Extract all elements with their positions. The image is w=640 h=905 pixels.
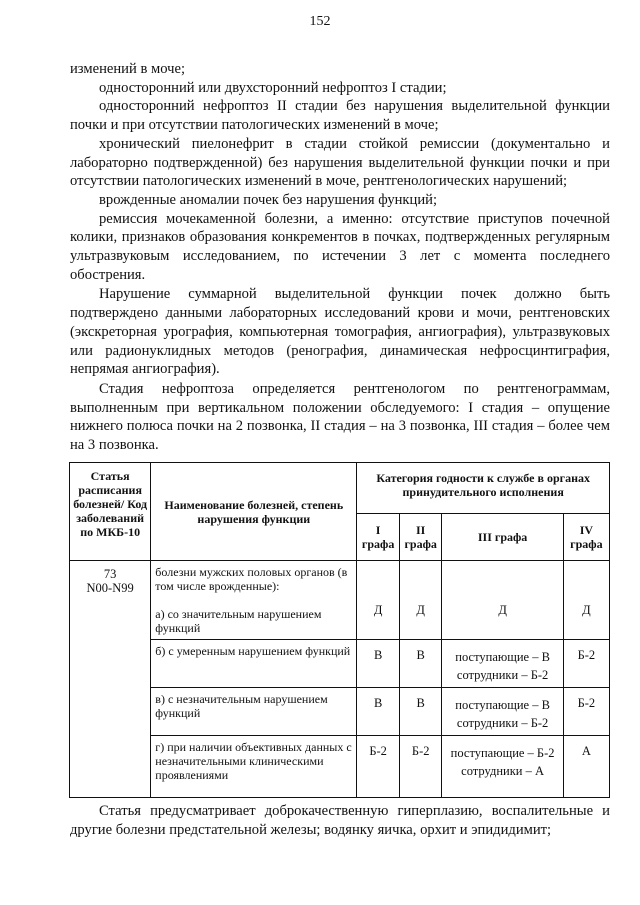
grade-cell <box>442 640 563 688</box>
header-column-2: II графа <box>399 514 442 561</box>
grade-line: сотрудники – А <box>461 764 544 778</box>
grade-cell: Д <box>399 561 442 640</box>
table-row <box>70 736 610 798</box>
grade-cell <box>442 736 563 798</box>
grade-line: поступающие – В <box>455 698 550 712</box>
grade-line: поступающие – В <box>455 650 550 664</box>
table-row <box>70 561 610 640</box>
disease-degree: в) с незначительным нарушением функций <box>151 688 357 736</box>
paragraph: Нарушение суммарной выделительной функции почек должно быть подтверждено данными лабораторных исследований крови и мочи, рентгеновских (экскреторная урография, компьютерная томография, ангиография), ультразвуковых или радионуклидных методов (ренография, динамическая нефросцинтиграфия, непрямая ангиография). <box>70 286 610 378</box>
paragraph: врожденные аномалии почек без нарушения функций; <box>99 191 437 208</box>
grade-cell <box>442 688 563 736</box>
header-column-3: III графа <box>442 514 563 561</box>
disease-group-intro: болезни мужских половых органов (в том числе врожденные): <box>155 565 348 593</box>
grade-cell: Д <box>357 561 400 640</box>
article-cell <box>70 561 151 798</box>
grade-cell: В <box>399 640 442 688</box>
grade-cell: В <box>357 640 400 688</box>
paragraph: односторонний нефроптоз II стадии без нарушения выделительной функции почки и при отсутствии патологических изменений в моче; <box>70 98 610 134</box>
disease-degree: а) со значительным нарушением функций <box>155 607 322 635</box>
main-text <box>70 60 610 455</box>
header-disease-name: Наименование болезней, степень нарушения функции <box>151 463 357 561</box>
paragraph: Стадия нефроптоза определяется рентгенологом по рентгенограммам, выполненным при вертикальном положении обследуемого: I стадия – опущение нижнего полюса почки на 2 позвонка, II стадия – на 3 позвонка, III стадия – более чем на 3 позвонка. <box>70 380 610 454</box>
grade-cell: Б-2 <box>563 640 609 688</box>
grade-cell: Д <box>442 561 563 640</box>
paragraph: односторонний или двухсторонний нефроптоз I стадии; <box>99 79 447 96</box>
article-code: N00-N99 <box>86 581 134 595</box>
grade-cell: А <box>563 736 609 798</box>
grade-cell: В <box>399 688 442 736</box>
table-row <box>70 688 610 736</box>
paragraph: Статья предусматривает доброкачественную гиперплазию, воспалительные и другие болезни предстательной железы; водянку яичка, орхит и эпидидимит; <box>70 803 610 838</box>
grade-cell: Б-2 <box>399 736 442 798</box>
paragraph: хронический пиелонефрит в стадии стойкой ремиссии (документально и лабораторно подтвержденной) без нарушения выделительной функции почки и при отсутствии патологических изменений в моче, рентгенологических нарушений; <box>70 135 610 190</box>
disease-degree: г) при наличии объективных данных с незначительными клиническими проявлениями <box>151 736 357 798</box>
disease-name-cell <box>151 561 357 640</box>
page-number: 152 <box>309 14 331 29</box>
paragraph: ремиссия мочекаменной болезни, а именно: отсутствие приступов почечной колики, признаков образования конкрементов в почках, подтвержденных регулярным ультразвуковым исследованием, по истечении 3 лет с момента последнего обострения. <box>70 210 610 283</box>
fitness-category-table <box>69 462 610 798</box>
grade-cell: Д <box>563 561 609 640</box>
header-column-4: IV графа <box>563 514 609 561</box>
grade-line: сотрудники – Б-2 <box>456 668 549 682</box>
article-number: 73 <box>103 567 117 581</box>
closing-text <box>70 802 610 839</box>
header-article-code: Статья расписания болезней/ Код заболеваний по МКБ-10 <box>70 463 151 561</box>
header-column-1: I графа <box>357 514 400 561</box>
grade-cell: Б-2 <box>357 736 400 798</box>
paragraph: изменений в моче; <box>70 61 186 77</box>
grade-line: поступающие – Б-2 <box>450 746 555 760</box>
grade-cell: В <box>357 688 400 736</box>
grade-line: сотрудники – Б-2 <box>456 716 549 730</box>
header-fitness-category: Категория годности к службе в органах принудительного исполнения <box>357 463 610 514</box>
disease-degree: б) с умеренным нарушением функций <box>151 640 357 688</box>
table-row <box>70 640 610 688</box>
grade-cell: Б-2 <box>563 688 609 736</box>
